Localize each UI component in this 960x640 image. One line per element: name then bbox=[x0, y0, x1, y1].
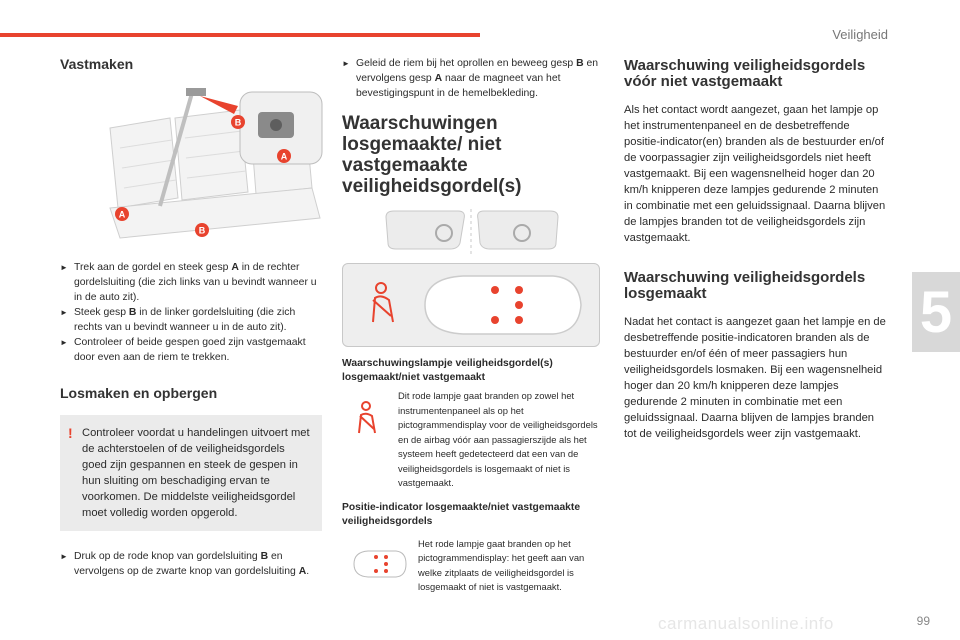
unfastening-steps bbox=[60, 549, 322, 579]
caption-warning-lamp: Waarschuwingslampje veiligheidsgordel(s) losgemaakt/niet vastgemaakt bbox=[342, 358, 553, 383]
mirror-display-illustration bbox=[382, 209, 562, 255]
heading-losmaken: Losmaken en opbergen bbox=[60, 385, 218, 401]
fastening-steps bbox=[60, 260, 322, 365]
guide-step bbox=[342, 56, 604, 101]
list-item: ► Druk op de rode knop van gordelsluiting B en vervolgens op de zwarte knop van gordelsluiting A. bbox=[60, 551, 310, 577]
list-item: ► Controleer of beide gespen goed zijn vastgemaakt door even aan de riem te trekken. bbox=[60, 337, 306, 363]
heading-unfastened: Waarschuwing veiligheidsgordels losgemaakt bbox=[624, 269, 866, 302]
seatbelt-illustration bbox=[100, 88, 330, 248]
list-item: ► Geleid de riem bij het oprollen en beweeg gesp B en vervolgens gesp A naar de magneet van het bevestigingspunt in de hemelbekleding. bbox=[342, 58, 599, 99]
label-b-top: B bbox=[234, 117, 242, 128]
caption-position-indicator: Positie-indicator losgemaakte/niet vastgemaakte veiligheidsgordels bbox=[342, 501, 581, 527]
bullet-icon: ► bbox=[60, 552, 68, 561]
bullet-icon: ► bbox=[60, 308, 68, 317]
heading-vastmaken: Vastmaken bbox=[60, 56, 134, 72]
car-top-view-icon bbox=[352, 549, 408, 579]
column-left bbox=[60, 56, 322, 579]
seat-indicator-panel bbox=[342, 263, 600, 347]
column-right bbox=[624, 56, 886, 442]
warning-icon: ! bbox=[68, 425, 73, 441]
position-indicator-info: Het rode lampje gaat branden op het pictogrammendisplay: het geeft aan van welke zitplaats de veiligheidsgordel is losgemaakt of niet is vastgemaakt. bbox=[342, 537, 604, 595]
bullet-icon: ► bbox=[60, 263, 68, 272]
warning-lamp-info: Dit rode lampje gaat branden op zowel het instrumentenpaneel als op het pictogrammendisplay voor de veiligheidsgordels en de airbag vóór aan passagierszijde als het systeem heeft gedetecteerd dat een van de veiligheidsgordels is losgemaakt of niet is vastgemaakt. bbox=[342, 389, 604, 491]
seatbelt-warning-icon bbox=[373, 283, 393, 322]
section-title: Veiligheid bbox=[832, 27, 888, 42]
label-b-bottom: B bbox=[198, 225, 206, 236]
label-a-top: A bbox=[280, 151, 288, 162]
heading-front-not-fastened: Waarschuwing veiligheidsgordels vóór niet vastgemaakt bbox=[624, 57, 866, 90]
watermark: carmanualsonline.info bbox=[658, 614, 834, 633]
label-a-bottom: A bbox=[118, 209, 126, 220]
car-top-view-icon bbox=[425, 276, 581, 334]
list-item: ► Steek gesp B in de linker gordelsluiting (die zich rechts van u bevindt wanneer u in de auto zit). bbox=[60, 307, 296, 333]
warning-box: ! Controleer voordat u handelingen uitvoert met de achterstoelen of de veiligheidsgordels goed zijn gespannen en steek de gespen in hun sluiting om beschadiging ervan te voorkomen. De middelste veiligheidsgordel moet volledig worden opgerold. bbox=[60, 415, 322, 531]
bullet-icon: ► bbox=[342, 59, 350, 68]
bullet-icon: ► bbox=[60, 338, 68, 347]
paragraph-unfastened: Nadat het contact is aangezet gaan het lampje en de desbetreffende positie-indicatoren branden als de bestuurder en/of één of meer passagiers hun veiligheidsgordels losmaken. Bij een wagensnelheid hoger dan 20 km/h knipperen deze lampjes gedurende 2 minuten in combinatie met een geluidssignaal. Daarna blijven de lampjes branden tot de veiligheidsgordels weer zijn vastgemaakt. bbox=[624, 316, 886, 440]
paragraph-front-not-fastened: Als het contact wordt aangezet, gaan het lampje op het instrumentenpaneel en de desbetreffende positie-indicator(en) branden als de bestuurder en/of de voorpassagier zijn veiligheidsgordels niet heeft vastgemaakt. Bij een wagensnelheid hoger dan 20 km/h knipperen deze lampjes gedurende 2 minuten in combinatie met een geluidssignaal. Daarna blijven de lampjes branden tot de veiligheidsgordels zijn vastgemaakt. bbox=[624, 104, 886, 244]
header-accent-bar bbox=[0, 33, 480, 37]
column-middle bbox=[342, 56, 604, 595]
chapter-tab: 5 bbox=[912, 272, 960, 352]
list-item: ► Trek aan de gordel en steek gesp A in de rechter gordelsluiting (die zich links van u bevindt wanneer u in de auto zit). bbox=[60, 262, 317, 303]
seatbelt-warning-icon bbox=[356, 401, 380, 435]
page-number: 99 bbox=[916, 614, 930, 628]
heading-warnings: Waarschuwingen losgemaakte/ niet vastgemaakte veiligheidsgordel(s) bbox=[342, 113, 522, 197]
